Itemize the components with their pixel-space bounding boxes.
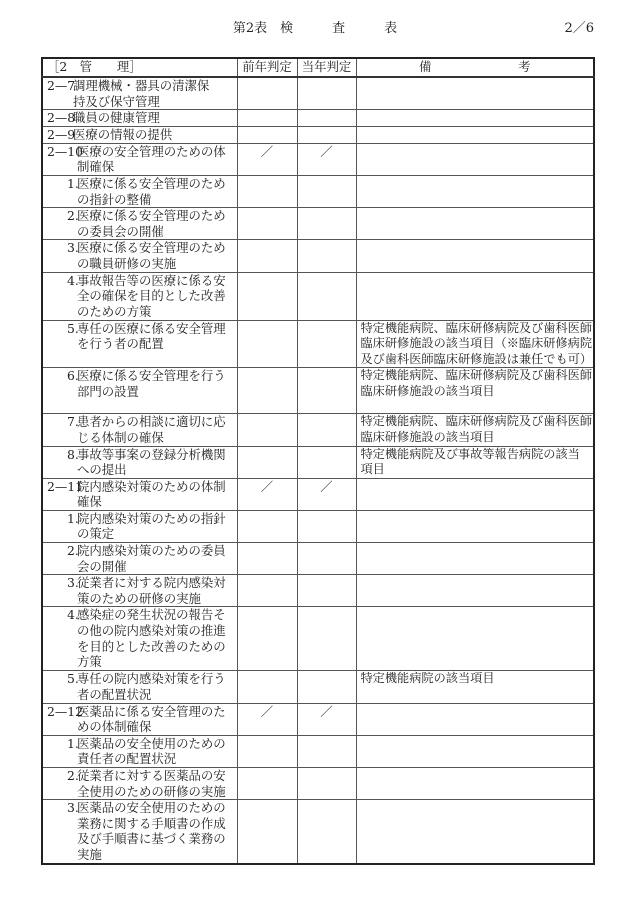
item-text-line: の策定 <box>77 526 115 542</box>
remarks-text-line: 特定機能病院及び事故等報告病院の該当 <box>360 446 580 461</box>
item-cell <box>42 110 237 127</box>
item-text-line: 医療に係る安全管理のため <box>77 240 226 256</box>
item-text-line: 患者からの相談に適切に応 <box>77 414 226 430</box>
item-text-line: めの体制確保 <box>77 719 152 735</box>
table-row <box>42 703 594 735</box>
remarks-cell[interactable] <box>356 414 594 446</box>
remarks-cell[interactable] <box>356 126 594 143</box>
item-text-line: 部門の設置 <box>77 383 139 399</box>
table-header-row <box>42 58 594 77</box>
item-text-line: を目的とした改善のための <box>77 638 226 654</box>
remarks-text-line: 及び歯科医師臨床研修施設は兼任でも可） <box>360 351 593 366</box>
table-row <box>42 478 594 510</box>
page-title: 第2表 検 査 表 <box>232 21 398 36</box>
previous-year-judgment[interactable]: ／ <box>237 478 297 510</box>
item-text-line: 従業者に対する医薬品の安 <box>77 768 226 783</box>
remarks-cell[interactable] <box>356 368 594 414</box>
remarks-text-line: 臨床研修施設の該当項目（※臨床研修病院 <box>360 336 593 351</box>
table-row <box>42 143 594 175</box>
column-header-remarks: 備 考 <box>356 58 594 77</box>
item-text-line: 医薬品の安全使用のための <box>77 735 226 751</box>
previous-year-judgment[interactable] <box>237 543 297 575</box>
table-row <box>42 175 594 207</box>
current-year-judgment[interactable] <box>297 208 356 240</box>
column-header-previous-year: 前年判定 <box>237 58 297 77</box>
table-row <box>42 208 594 240</box>
previous-year-judgment[interactable] <box>237 368 297 414</box>
item-text-line: 事故等事案の登録分析機関 <box>77 446 226 462</box>
item-code: 6. <box>67 368 79 384</box>
item-code: 3. <box>67 240 79 256</box>
current-year-judgment[interactable] <box>297 175 356 207</box>
item-cell <box>42 575 237 607</box>
item-cell <box>42 175 237 207</box>
item-text-line: 策のための研修の実施 <box>77 590 201 606</box>
previous-year-judgment[interactable] <box>237 446 297 478</box>
previous-year-judgment[interactable]: ／ <box>237 143 297 175</box>
item-cell <box>42 143 237 175</box>
remarks-cell[interactable] <box>356 320 594 368</box>
remarks-cell[interactable] <box>356 800 594 864</box>
previous-year-judgment[interactable] <box>237 272 297 320</box>
remarks-cell[interactable] <box>356 446 594 478</box>
item-cell <box>42 208 237 240</box>
item-cell <box>42 414 237 446</box>
table-row <box>42 414 594 446</box>
previous-year-judgment[interactable] <box>237 320 297 368</box>
item-code: 2—7 <box>47 78 76 93</box>
item-cell <box>42 510 237 542</box>
item-code: 7. <box>67 414 79 430</box>
item-code: 3. <box>67 575 79 591</box>
table-row <box>42 368 594 414</box>
current-year-judgment[interactable] <box>297 575 356 607</box>
item-text-line: 事故報告等の医療に係る安 <box>77 272 226 288</box>
column-header-section: ［2 管 理］ <box>42 58 237 77</box>
item-code: 2—9 <box>47 126 76 142</box>
remarks-cell[interactable] <box>356 240 594 272</box>
item-text-line: 制確保 <box>77 159 115 175</box>
item-text-line: 院内感染対策のための委員 <box>77 543 226 559</box>
item-text-line: のための方策 <box>77 303 152 319</box>
item-code: 4. <box>67 607 79 623</box>
current-year-judgment[interactable] <box>297 768 356 800</box>
item-text-line: じる体制の確保 <box>77 429 164 445</box>
item-code: 2—11 <box>47 478 84 494</box>
item-cell <box>42 543 237 575</box>
item-cell <box>42 368 237 414</box>
remarks-cell[interactable] <box>356 175 594 207</box>
item-text-line: を行う者の配置 <box>77 336 164 352</box>
previous-year-judgment[interactable] <box>237 175 297 207</box>
item-cell <box>42 703 237 735</box>
current-year-judgment[interactable] <box>297 510 356 542</box>
remarks-cell[interactable] <box>356 510 594 542</box>
remarks-text-line: 項目 <box>360 462 385 477</box>
item-code: 2. <box>67 768 79 783</box>
item-cell <box>42 272 237 320</box>
item-text-line: 従業者に対する院内感染対 <box>77 575 226 591</box>
item-text-line: 医療に係る安全管理のため <box>77 175 226 191</box>
previous-year-judgment[interactable] <box>237 768 297 800</box>
current-year-judgment[interactable] <box>297 800 356 864</box>
remarks-cell[interactable] <box>356 607 594 671</box>
current-year-judgment[interactable] <box>297 126 356 143</box>
item-cell <box>42 768 237 800</box>
item-text-line: 院内感染対策のための指針 <box>77 510 226 526</box>
current-year-judgment[interactable] <box>297 446 356 478</box>
item-cell <box>42 77 237 110</box>
item-text-line: 専任の院内感染対策を行う <box>77 671 226 687</box>
current-year-judgment[interactable] <box>297 272 356 320</box>
remarks-text-line: 特定機能病院の該当項目 <box>360 671 495 686</box>
item-text-line: 会の開催 <box>77 558 127 574</box>
remarks-text-line: 特定機能病院、臨床研修病院及び歯科医師 <box>360 368 593 383</box>
item-text-line: 専任の医療に係る安全管理 <box>77 320 226 336</box>
item-text-line: 医薬品の安全使用のための <box>77 800 226 816</box>
item-code: 5. <box>67 671 79 687</box>
item-text-line: 医療に係る安全管理を行う <box>77 368 226 384</box>
item-code: 8. <box>67 446 79 462</box>
previous-year-judgment[interactable] <box>237 607 297 671</box>
remarks-cell[interactable] <box>356 543 594 575</box>
item-text-line: 及び手順書に基づく業務の <box>77 831 226 847</box>
item-code: 2—12 <box>47 703 84 719</box>
item-code: 2—10 <box>47 143 84 159</box>
remarks-text-line: 特定機能病院、臨床研修病院及び歯科医師 <box>360 414 593 429</box>
current-year-judgment[interactable] <box>297 368 356 414</box>
item-text-line: 確保 <box>77 494 102 510</box>
previous-year-judgment[interactable] <box>237 240 297 272</box>
current-year-judgment[interactable] <box>297 735 356 767</box>
previous-year-judgment[interactable] <box>237 414 297 446</box>
item-text-line: 院内感染対策のための体制 <box>77 478 226 494</box>
previous-year-judgment[interactable] <box>237 110 297 127</box>
current-year-judgment[interactable] <box>297 77 356 110</box>
table-row <box>42 77 594 110</box>
item-cell <box>42 240 237 272</box>
item-text-line: 業務に関する手順書の作成 <box>77 815 226 831</box>
previous-year-judgment[interactable] <box>237 126 297 143</box>
remarks-cell[interactable] <box>356 768 594 800</box>
table-row <box>42 272 594 320</box>
page-number: 2／6 <box>564 21 594 36</box>
table-row <box>42 768 594 800</box>
inspection-table <box>41 57 595 865</box>
item-text-line: 医療に係る安全管理のため <box>77 208 226 224</box>
item-text-line: 調理機械・器具の清潔保 <box>73 78 210 93</box>
item-text-line: 医療の情報の提供 <box>73 126 173 142</box>
item-text-line: の職員研修の実施 <box>77 255 177 271</box>
table-row <box>42 510 594 542</box>
previous-year-judgment[interactable] <box>237 510 297 542</box>
item-code: 1. <box>67 175 79 191</box>
remarks-cell[interactable] <box>356 703 594 735</box>
remarks-cell[interactable] <box>356 208 594 240</box>
previous-year-judgment[interactable] <box>237 77 297 110</box>
table-row <box>42 607 594 671</box>
item-text-line: への提出 <box>77 462 127 478</box>
item-cell <box>42 446 237 478</box>
item-code: 5. <box>67 320 79 336</box>
item-cell <box>42 478 237 510</box>
current-year-judgment[interactable]: ／ <box>297 478 356 510</box>
current-year-judgment[interactable] <box>297 110 356 127</box>
remarks-text-line: 特定機能病院、臨床研修病院及び歯科医師 <box>360 320 593 335</box>
item-code: 3. <box>67 800 79 816</box>
item-cell <box>42 800 237 864</box>
table-row <box>42 320 594 368</box>
item-text-line: 持及び保守管理 <box>73 93 160 109</box>
item-code: 1. <box>67 735 79 751</box>
previous-year-judgment[interactable]: ／ <box>237 703 297 735</box>
previous-year-judgment[interactable] <box>237 800 297 864</box>
column-header-current-year: 当年判定 <box>297 58 356 77</box>
remarks-cell[interactable] <box>356 671 594 703</box>
item-cell <box>42 126 237 143</box>
current-year-judgment[interactable]: ／ <box>297 143 356 175</box>
item-text-line: 者の配置状況 <box>77 687 152 703</box>
remarks-cell[interactable] <box>356 575 594 607</box>
remarks-cell[interactable] <box>356 478 594 510</box>
item-code: 2. <box>67 208 79 224</box>
item-cell <box>42 735 237 767</box>
item-text-line: 全使用のための研修の実施 <box>77 783 226 799</box>
item-text-line: の他の院内感染対策の推進 <box>77 623 226 639</box>
previous-year-judgment[interactable] <box>237 208 297 240</box>
table-row <box>42 735 594 767</box>
item-text-line: 職員の健康管理 <box>73 110 160 126</box>
table-row <box>42 126 594 143</box>
current-year-judgment[interactable] <box>297 320 356 368</box>
previous-year-judgment[interactable] <box>237 575 297 607</box>
remarks-text-line: 臨床研修施設の該当項目 <box>360 429 495 444</box>
item-text-line: 感染症の発生状況の報告そ <box>77 607 226 623</box>
item-text-line: の指針の整備 <box>77 191 152 207</box>
item-text-line: 方策 <box>77 654 102 670</box>
previous-year-judgment[interactable] <box>237 671 297 703</box>
item-text-line: 責任者の配置状況 <box>77 751 177 767</box>
table-row <box>42 543 594 575</box>
item-code: 1. <box>67 510 79 526</box>
current-year-judgment[interactable] <box>297 671 356 703</box>
remarks-cell[interactable] <box>356 77 594 110</box>
remarks-cell[interactable] <box>356 272 594 320</box>
table-row <box>42 240 594 272</box>
item-cell <box>42 671 237 703</box>
table-row <box>42 800 594 864</box>
item-text-line: 医療の安全管理のための体 <box>77 143 226 159</box>
item-text-line: 実施 <box>77 846 102 862</box>
item-code: 2. <box>67 543 79 559</box>
remarks-cell[interactable] <box>356 143 594 175</box>
item-text-line: 医薬品に係る安全管理のた <box>77 703 226 719</box>
item-cell <box>42 607 237 671</box>
table-row <box>42 671 594 703</box>
item-text-line: の委員会の開催 <box>77 223 164 239</box>
remarks-cell[interactable] <box>356 110 594 127</box>
item-code: 2—8 <box>47 110 76 126</box>
item-text-line: 全の確保を目的とした改善 <box>77 288 226 304</box>
current-year-judgment[interactable] <box>297 607 356 671</box>
current-year-judgment[interactable] <box>297 414 356 446</box>
current-year-judgment[interactable]: ／ <box>297 703 356 735</box>
remarks-text-line: 臨床研修施設の該当項目 <box>360 383 495 398</box>
item-code: 4. <box>67 272 79 288</box>
table-row <box>42 446 594 478</box>
previous-year-judgment[interactable] <box>237 735 297 767</box>
item-cell <box>42 320 237 368</box>
table-row <box>42 575 594 607</box>
remarks-cell[interactable] <box>356 735 594 767</box>
current-year-judgment[interactable] <box>297 543 356 575</box>
current-year-judgment[interactable] <box>297 240 356 272</box>
table-row <box>42 110 594 127</box>
